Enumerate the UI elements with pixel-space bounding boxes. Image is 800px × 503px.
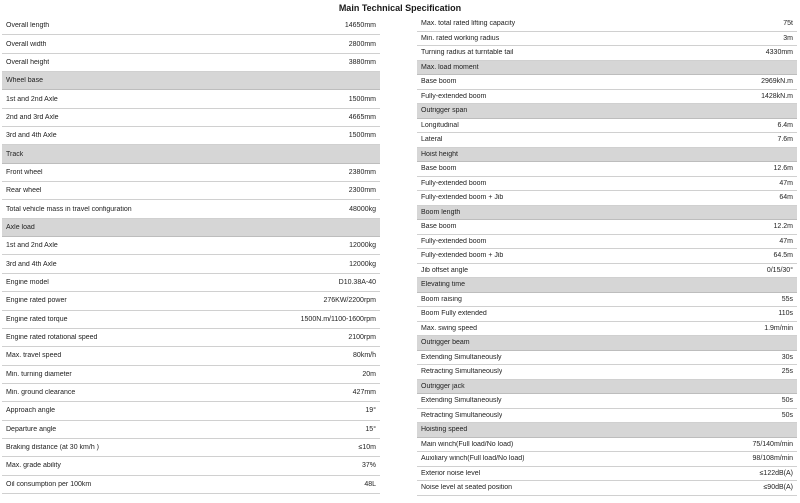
table-row [2, 402, 380, 420]
table-row [2, 54, 380, 72]
spec-label: Overall length [6, 22, 50, 30]
table-row [417, 162, 797, 177]
spec-label: Approach angle [6, 407, 56, 415]
spec-label: 3rd and 4th Axle [6, 132, 57, 140]
spec-value: 30s [781, 353, 793, 361]
section-header [417, 61, 797, 76]
table-row [417, 46, 797, 61]
spec-label: Fully-extended boom [421, 237, 487, 245]
spec-value: 50s [781, 397, 793, 405]
table-row [2, 366, 380, 384]
spec-value: 80km/h [353, 352, 376, 360]
spec-value: 47m [779, 179, 793, 187]
spec-value: 2380mm [348, 168, 376, 176]
spec-value: 50s [781, 411, 793, 419]
section-title: Max. load moment [421, 63, 479, 71]
spec-label: Lateral [421, 136, 443, 144]
spec-value: 64.5m [773, 252, 793, 260]
spec-value: D10.38A-40 [338, 278, 376, 286]
section-title: Outrigger beam [421, 339, 470, 347]
section-header [2, 72, 380, 90]
table-row [2, 457, 380, 475]
table-row [417, 220, 797, 235]
table-row [417, 438, 797, 453]
spec-value: 12000kg [349, 260, 376, 268]
table-row [2, 274, 380, 292]
spec-label: Front wheel [6, 168, 43, 176]
spec-value: 20m [362, 370, 376, 378]
table-row [417, 32, 797, 47]
section-title: Hoisting speed [421, 426, 468, 434]
spec-label: Engine model [6, 278, 49, 286]
spec-label: Main winch(Full load/No load) [421, 440, 514, 448]
spec-label: Engine rated power [6, 297, 67, 305]
spec-value: 3880mm [348, 58, 376, 66]
spec-label: Noise level at seated position [421, 484, 513, 492]
spec-value: 2800mm [348, 40, 376, 48]
spec-label: Boom raising [421, 295, 462, 303]
table-row [2, 127, 380, 145]
spec-label: Base boom [421, 165, 457, 173]
spec-value: 4665mm [348, 113, 376, 121]
spec-value: 6.4m [777, 121, 793, 129]
table-row [2, 384, 380, 402]
table-row [2, 347, 380, 365]
spec-value: 12000kg [349, 242, 376, 250]
spec-label: Boom Fully extended [421, 310, 487, 318]
table-row [2, 164, 380, 182]
table-row [417, 307, 797, 322]
spec-label: Base boom [421, 78, 457, 86]
spec-value: ≤10m [358, 444, 376, 452]
table-row [2, 292, 380, 310]
section-header [417, 206, 797, 221]
section-title: Elevating time [421, 281, 465, 289]
table-row [417, 177, 797, 192]
spec-label: Rear wheel [6, 187, 42, 195]
spec-value: 1500mm [348, 132, 376, 140]
section-header [2, 145, 380, 163]
table-row [417, 17, 797, 32]
spec-value: 0/15/30° [766, 266, 793, 274]
table-row [2, 200, 380, 218]
table-row [417, 452, 797, 467]
spec-value: 110s [778, 310, 793, 318]
spec-value: 98/108m/min [752, 455, 793, 463]
table-row [417, 365, 797, 380]
table-row [2, 329, 380, 347]
spec-value: 276KW/2200rpm [323, 297, 376, 305]
table-row [2, 311, 380, 329]
spec-table-left [2, 17, 380, 494]
table-row [2, 109, 380, 127]
spec-label: Max. total rated lifting capacity [421, 20, 516, 28]
spec-label: 1st and 2nd Axle [6, 95, 58, 103]
table-row [2, 439, 380, 457]
spec-label: 3rd and 4th Axle [6, 260, 57, 268]
spec-value: 75/140m/min [752, 440, 793, 448]
section-header [417, 148, 797, 163]
table-row [417, 394, 797, 409]
spec-label: Fully-extended boom [421, 92, 487, 100]
spec-label: Departure angle [6, 425, 57, 433]
spec-label: Min. ground clearance [6, 389, 76, 397]
spec-value: 2100rpm [348, 334, 376, 342]
table-row [2, 17, 380, 35]
table-row [417, 133, 797, 148]
table-row [417, 90, 797, 105]
spec-value: 1428kN.m [761, 92, 793, 100]
spec-value: 12.2m [773, 223, 793, 231]
section-title: Outrigger span [421, 107, 468, 115]
table-row [2, 421, 380, 439]
table-row [417, 293, 797, 308]
spec-value: 14650mm [344, 22, 376, 30]
spec-label: Fully-extended boom [421, 179, 487, 187]
spec-label: Jib offset angle [421, 266, 468, 274]
spec-label: Engine rated torque [6, 315, 68, 323]
spec-value: 1.9m/min [764, 324, 793, 332]
spec-value: 2969kN.m [761, 78, 793, 86]
table-row [417, 264, 797, 279]
section-title: Hoist height [421, 150, 458, 158]
spec-value: 48000kg [349, 205, 376, 213]
spec-label: Min. rated working radius [421, 34, 500, 42]
spec-label: Retracting Simultaneously [421, 411, 503, 419]
spec-label: Retracting Simultaneously [421, 368, 503, 376]
spec-label: Turning radius at turntable tail [421, 49, 514, 57]
section-header [417, 278, 797, 293]
spec-label: Longitudinal [421, 121, 459, 129]
spec-label: Exterior noise level [421, 469, 481, 477]
spec-value: 15° [365, 425, 376, 433]
section-header [417, 336, 797, 351]
spec-label: Max. grade ability [6, 462, 61, 470]
spec-value: 12.6m [773, 165, 793, 173]
table-row [417, 235, 797, 250]
spec-label: Total vehicle mass in travel configuration [6, 205, 132, 213]
spec-label: Fully-extended boom + Jib [421, 194, 504, 202]
spec-table-right [417, 17, 797, 496]
spec-value: ≤90dB(A) [763, 484, 793, 492]
spec-value: ≤122dB(A) [759, 469, 793, 477]
spec-label: Max. swing speed [421, 324, 478, 332]
spec-value: 64m [779, 194, 793, 202]
spec-label: Max. travel speed [6, 352, 62, 360]
table-row [2, 182, 380, 200]
spec-value: 19° [365, 407, 376, 415]
section-header [417, 380, 797, 395]
spec-value: 7.6m [777, 136, 793, 144]
table-row [2, 90, 380, 108]
section-header [2, 219, 380, 237]
section-header [417, 423, 797, 438]
spec-value: 37% [361, 462, 376, 470]
table-row [417, 481, 797, 496]
spec-label: Extending Simultaneously [421, 397, 502, 405]
page-title: Main Technical Specification [338, 3, 462, 13]
table-row [417, 75, 797, 90]
spec-label: 2nd and 3rd Axle [6, 113, 59, 121]
spec-label: Engine rated rotational speed [6, 334, 98, 342]
table-row [417, 409, 797, 424]
spec-label: Min. turning diameter [6, 370, 72, 378]
section-title: Wheel base [6, 77, 43, 85]
table-row [2, 255, 380, 273]
section-title: Track [6, 150, 24, 158]
table-row [2, 237, 380, 255]
spec-label: Oil consumption per 100km [6, 480, 92, 488]
table-row [417, 351, 797, 366]
table-row [2, 476, 380, 494]
spec-label: Auxiliary winch(Full load/No load) [421, 455, 525, 463]
table-row [417, 467, 797, 482]
spec-value: 2300mm [348, 187, 376, 195]
table-row [417, 249, 797, 264]
spec-label: Base boom [421, 223, 457, 231]
table-row [417, 322, 797, 337]
spec-label: 1st and 2nd Axle [6, 242, 58, 250]
spec-label: Overall height [6, 58, 50, 66]
section-title: Axle load [6, 223, 35, 231]
spec-label: Overall width [6, 40, 47, 48]
section-header [417, 104, 797, 119]
spec-value: 48L [364, 480, 376, 488]
spec-value: 3m [783, 34, 793, 42]
spec-label: Extending Simultaneously [421, 353, 502, 361]
section-title: Boom length [421, 208, 461, 216]
spec-value: 1500N.m/1100-1600rpm [300, 315, 376, 323]
spec-value: 55s [781, 295, 793, 303]
spec-value: 1500mm [348, 95, 376, 103]
spec-value: 427mm [352, 389, 376, 397]
table-row [2, 35, 380, 53]
spec-value: 75t [783, 20, 793, 28]
spec-label: Fully-extended boom + Jib [421, 252, 504, 260]
spec-value: 47m [779, 237, 793, 245]
table-row [417, 191, 797, 206]
table-row [417, 119, 797, 134]
spec-value: 4330mm [765, 49, 793, 57]
section-title: Outrigger jack [421, 382, 465, 390]
spec-label: Braking distance (at 30 km/h ) [6, 444, 99, 452]
spec-value: 25s [781, 368, 793, 376]
